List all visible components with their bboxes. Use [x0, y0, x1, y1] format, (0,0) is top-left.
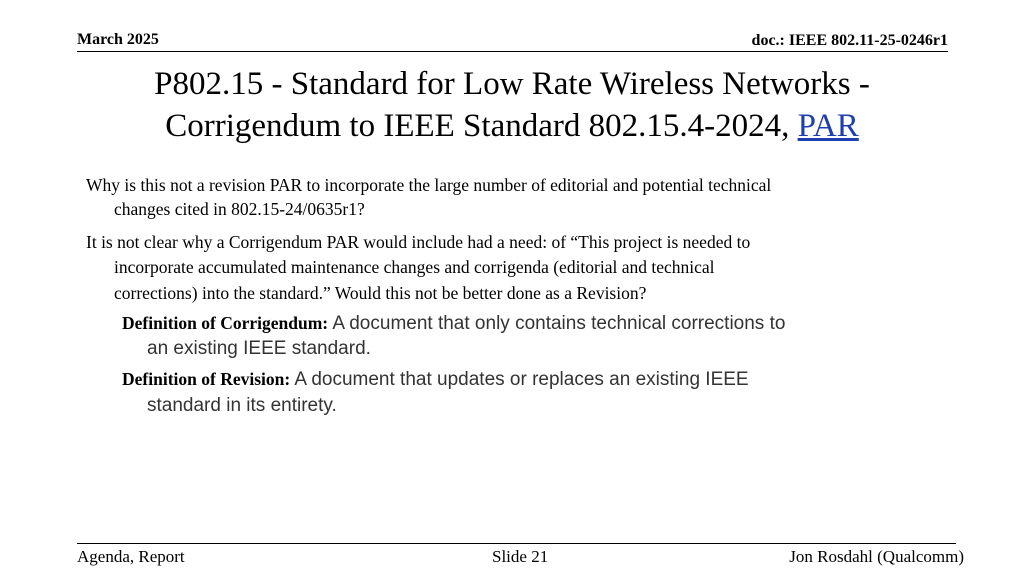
definition-corrigendum [122, 310, 785, 337]
body-p2-line2: incorporate accumulated maintenance changes and corrigenda (editorial and technical [114, 257, 715, 277]
slide-title-line2 [0, 106, 1024, 146]
header-divider [77, 51, 948, 52]
header-doc-id [752, 32, 948, 50]
definition-label: Definition of Corrigendum: [122, 313, 329, 333]
slide-title-line1: P802.15 - Standard for Low Rate Wireless Networks - [154, 66, 870, 102]
definition-text: A document that only contains technical corrections to [328, 313, 786, 334]
body-p2-line1: It is not clear why a Corrigendum PAR would include had a need: of “This project is needed to [86, 232, 751, 252]
footer-left: Agenda, Report [77, 547, 185, 566]
body-p1-line1: Why is this not a revision PAR to incorporate the large number of editorial and potential technical [86, 175, 772, 195]
footer-divider [77, 543, 956, 544]
footer-slide-number: Slide 21 [492, 547, 549, 566]
doc-number: IEEE 802.11-25-0246r1 [788, 32, 948, 49]
title-text: Corrigendum to IEEE Standard 802.15.4-2024, [165, 108, 798, 144]
body-p2-line3: corrections) into the standard.” Would this not be better done as a Revision? [114, 283, 647, 303]
definition-revision-cont: standard in its entirety. [147, 395, 337, 416]
definition-corrigendum-cont: an existing IEEE standard. [147, 338, 371, 359]
footer-author: Jon Rosdahl (Qualcomm) [789, 547, 964, 566]
body-p1-line2: changes cited in 802.15-24/0635r1? [114, 199, 365, 219]
doc-prefix: doc.: [751, 32, 789, 49]
definition-text: A document that updates or replaces an existing IEEE [290, 369, 749, 390]
header-date: March 2025 [77, 31, 159, 48]
definition-revision [122, 366, 749, 393]
definition-label: Definition of Revision: [122, 369, 291, 389]
par-link[interactable]: PAR [797, 108, 859, 144]
